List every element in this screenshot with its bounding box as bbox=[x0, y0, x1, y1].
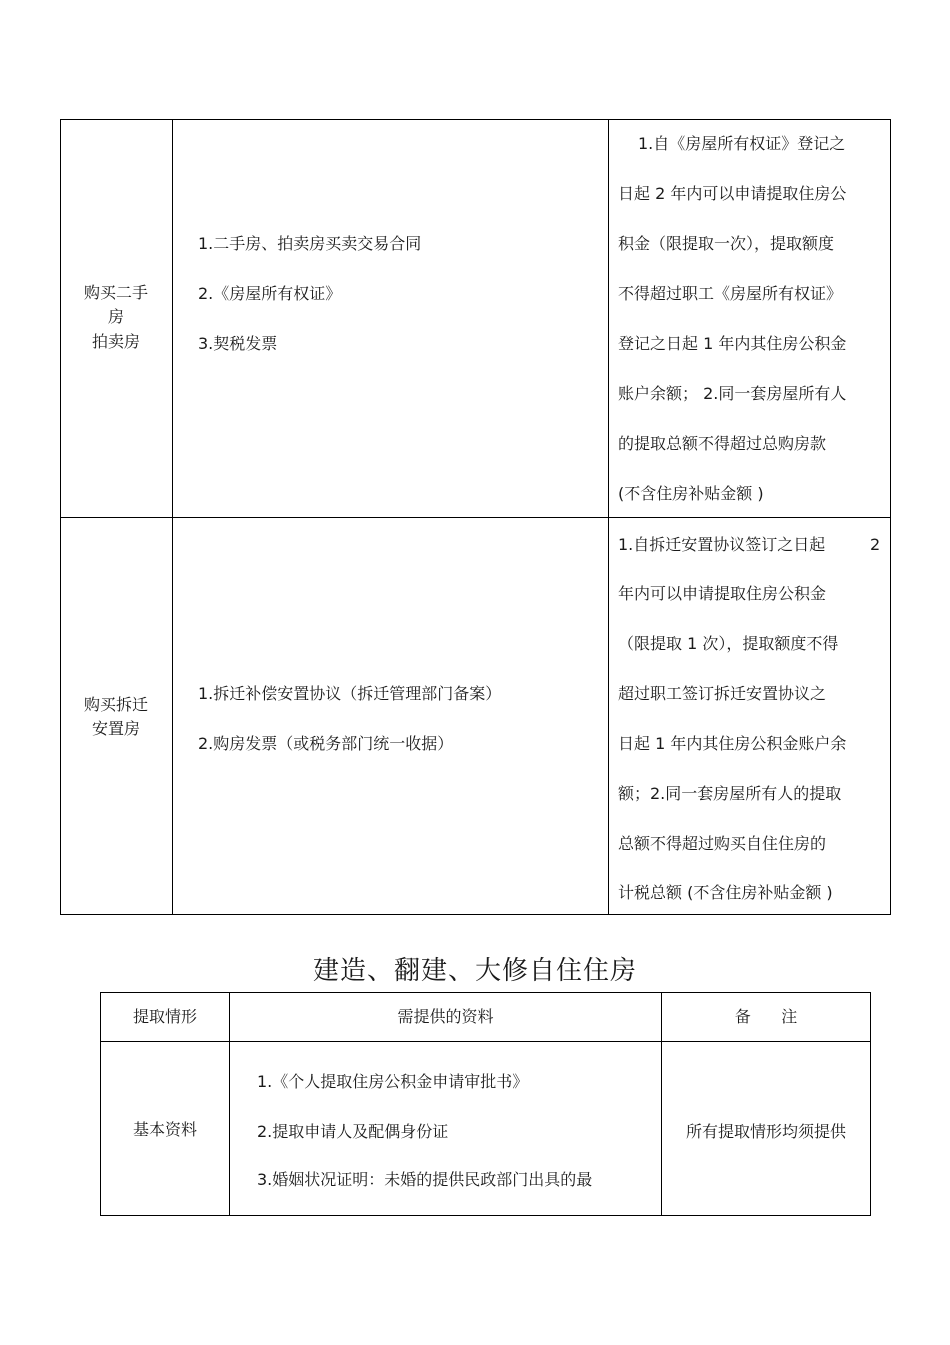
section-title: 建造、翻建、大修自住住房 bbox=[312, 956, 637, 986]
case-label: 安置房 bbox=[91, 719, 140, 738]
note-line: 超过职工签订拆迁安置协议之 bbox=[618, 684, 827, 703]
material-item: 3.契税发票 bbox=[198, 334, 278, 353]
table-1-left-border bbox=[60, 119, 61, 915]
note-line: 日起 2 年内可以申请提取住房公 bbox=[618, 184, 847, 203]
table-2-right-border bbox=[870, 992, 871, 1216]
case-label: 购买二手 bbox=[83, 283, 148, 302]
case-label: 房 bbox=[107, 307, 124, 326]
case-label: 基本资料 bbox=[132, 1120, 197, 1139]
note-line: （限提取 1 次），提取额度不得 bbox=[618, 634, 839, 653]
note-line: 积金（限提取一次），提取额度 bbox=[618, 234, 835, 253]
note-line: 1.自拆迁安置协议签订之日起 bbox=[618, 535, 826, 554]
material-item: 1.二手房、拍卖房买卖交易合同 bbox=[198, 234, 422, 253]
table-2-header-divider bbox=[100, 1041, 871, 1042]
note-line-tail: 2 bbox=[870, 535, 881, 554]
note-line: 年内可以申请提取住房公积金 bbox=[618, 584, 827, 603]
table-1-row-divider bbox=[60, 517, 891, 518]
note-line: 额；2.同一套房屋所有人的提取 bbox=[618, 784, 842, 803]
table-1-bottom-border bbox=[60, 914, 891, 915]
material-item: 2.提取申请人及配偶身份证 bbox=[257, 1122, 449, 1141]
note-line: 日起 1 年内其住房公积金账户余 bbox=[618, 734, 847, 753]
table-1-col-divider-2 bbox=[608, 119, 609, 915]
case-label: 购买拆迁 bbox=[83, 695, 148, 714]
note-line: 登记之日起 1 年内其住房公积金 bbox=[618, 334, 847, 353]
case-label: 拍卖房 bbox=[91, 332, 140, 351]
note-line: 1.自《房屋所有权证》登记之 bbox=[638, 134, 846, 153]
column-header: 备 注 bbox=[734, 1007, 798, 1026]
table-1-col-divider-1 bbox=[172, 119, 173, 915]
note-text: 所有提取情形均须提供 bbox=[685, 1122, 846, 1141]
note-line: 不得超过职工《房屋所有权证》 bbox=[618, 284, 843, 303]
material-item: 3.婚姻状况证明：未婚的提供民政部门出具的最 bbox=[257, 1170, 593, 1189]
note-line: 总额不得超过购买自住住房的 bbox=[618, 834, 827, 853]
note-line: 的提取总额不得超过总购房款 bbox=[618, 434, 827, 453]
table-2-top-border bbox=[100, 992, 871, 993]
note-line: 账户余额； 2.同一套房屋所有人 bbox=[618, 384, 847, 403]
table-1-top-border bbox=[60, 119, 891, 120]
material-item: 2.购房发票（或税务部门统一收据） bbox=[198, 734, 454, 753]
material-item: 2.《房屋所有权证》 bbox=[198, 284, 342, 303]
column-header: 需提供的资料 bbox=[397, 1007, 494, 1026]
table-1-right-border bbox=[890, 119, 891, 915]
note-line: 计税总额 (不含住房补贴金额 ) bbox=[618, 883, 833, 902]
table-2-bottom-border bbox=[100, 1215, 871, 1216]
column-header: 提取情形 bbox=[132, 1007, 197, 1026]
material-item: 1.拆迁补偿安置协议（拆迁管理部门备案） bbox=[198, 684, 502, 703]
note-line: (不含住房补贴金额 ) bbox=[618, 484, 764, 503]
material-item: 1.《个人提取住房公积金申请审批书》 bbox=[257, 1072, 529, 1091]
